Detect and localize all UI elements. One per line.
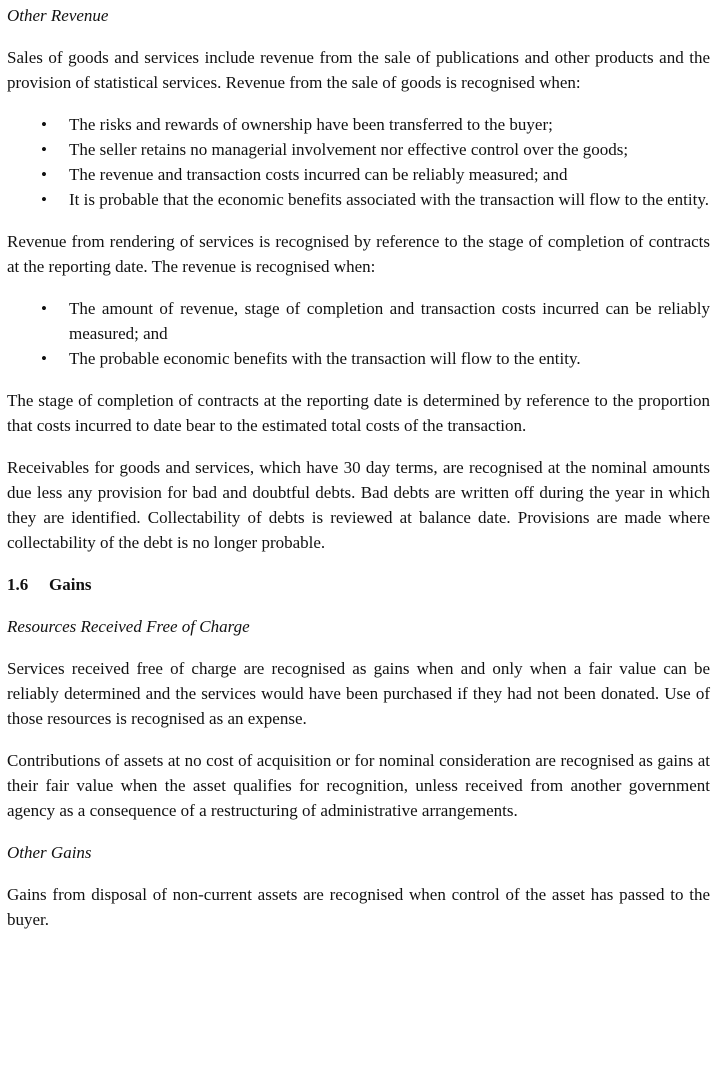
bullet-icon: • bbox=[41, 299, 47, 318]
bullet-list-services-recognition bbox=[7, 296, 710, 371]
bullet-text: It is probable that the economic benefits associated with the transaction will flow to the entity. bbox=[69, 190, 709, 209]
bullet-item bbox=[41, 112, 710, 137]
paragraph-services-free-of-charge: Services received free of charge are recognised as gains when and only when a fair value can be reliably determined and the services would have been purchased if they had not been donated. Use of those resources is recognised as an expense. bbox=[7, 659, 710, 728]
bullet-icon: • bbox=[41, 349, 47, 368]
heading-gains bbox=[7, 572, 710, 597]
bullet-text: The revenue and transaction costs incurred can be reliably measured; and bbox=[69, 165, 568, 184]
heading-gains-number: 1.6 bbox=[7, 575, 29, 594]
bullet-text: The seller retains no managerial involvement nor effective control over the goods; bbox=[69, 140, 629, 159]
bullet-item bbox=[41, 187, 710, 212]
heading-resources-received-free-of-charge: Resources Received Free of Charge bbox=[7, 617, 250, 636]
bullet-text: The amount of revenue, stage of completion and transaction costs incurred can be reliably measured; and bbox=[69, 299, 710, 343]
bullet-item bbox=[41, 346, 710, 371]
paragraph-receivables: Receivables for goods and services, which have 30 day terms, are recognised at the nominal amounts due less any provision for bad and doubtful debts. Bad debts are written off during the year in which they are identified. Collectability of debts is reviewed at balance date. Provisions are made where collectability of the debt is no longer probable. bbox=[7, 458, 710, 552]
paragraph-gains-from-disposal: Gains from disposal of non-current assets are recognised when control of the asset has passed to the buyer. bbox=[7, 885, 710, 929]
bullet-item bbox=[41, 137, 710, 162]
bullet-list-goods-recognition bbox=[7, 112, 710, 212]
paragraph-contributions-of-assets: Contributions of assets at no cost of acquisition or for nominal consideration are recognised as gains at their fair value when the asset qualifies for recognition, unless received from another government agency as a consequence of a restructuring of administrative arrangements. bbox=[7, 751, 710, 820]
bullet-icon: • bbox=[41, 140, 47, 159]
paragraph-sales-of-goods: Sales of goods and services include revenue from the sale of publications and other products and the provision of statistical services. Revenue from the sale of goods is recognised when: bbox=[7, 48, 710, 92]
bullet-item bbox=[41, 162, 710, 187]
heading-gains-label: Gains bbox=[49, 575, 92, 594]
paragraph-rendering-of-services: Revenue from rendering of services is recognised by reference to the stage of completion of contracts at the reporting date. The revenue is recognised when: bbox=[7, 232, 710, 276]
heading-other-revenue: Other Revenue bbox=[7, 6, 109, 25]
bullet-icon: • bbox=[41, 165, 47, 184]
bullet-icon: • bbox=[41, 190, 47, 209]
bullet-icon: • bbox=[41, 115, 47, 134]
bullet-text: The risks and rewards of ownership have been transferred to the buyer; bbox=[69, 115, 553, 134]
bullet-item bbox=[41, 296, 710, 346]
heading-other-gains: Other Gains bbox=[7, 843, 92, 862]
bullet-text: The probable economic benefits with the transaction will flow to the entity. bbox=[69, 349, 581, 368]
paragraph-stage-of-completion: The stage of completion of contracts at the reporting date is determined by reference to the proportion that costs incurred to date bear to the estimated total costs of the transaction. bbox=[7, 391, 710, 435]
